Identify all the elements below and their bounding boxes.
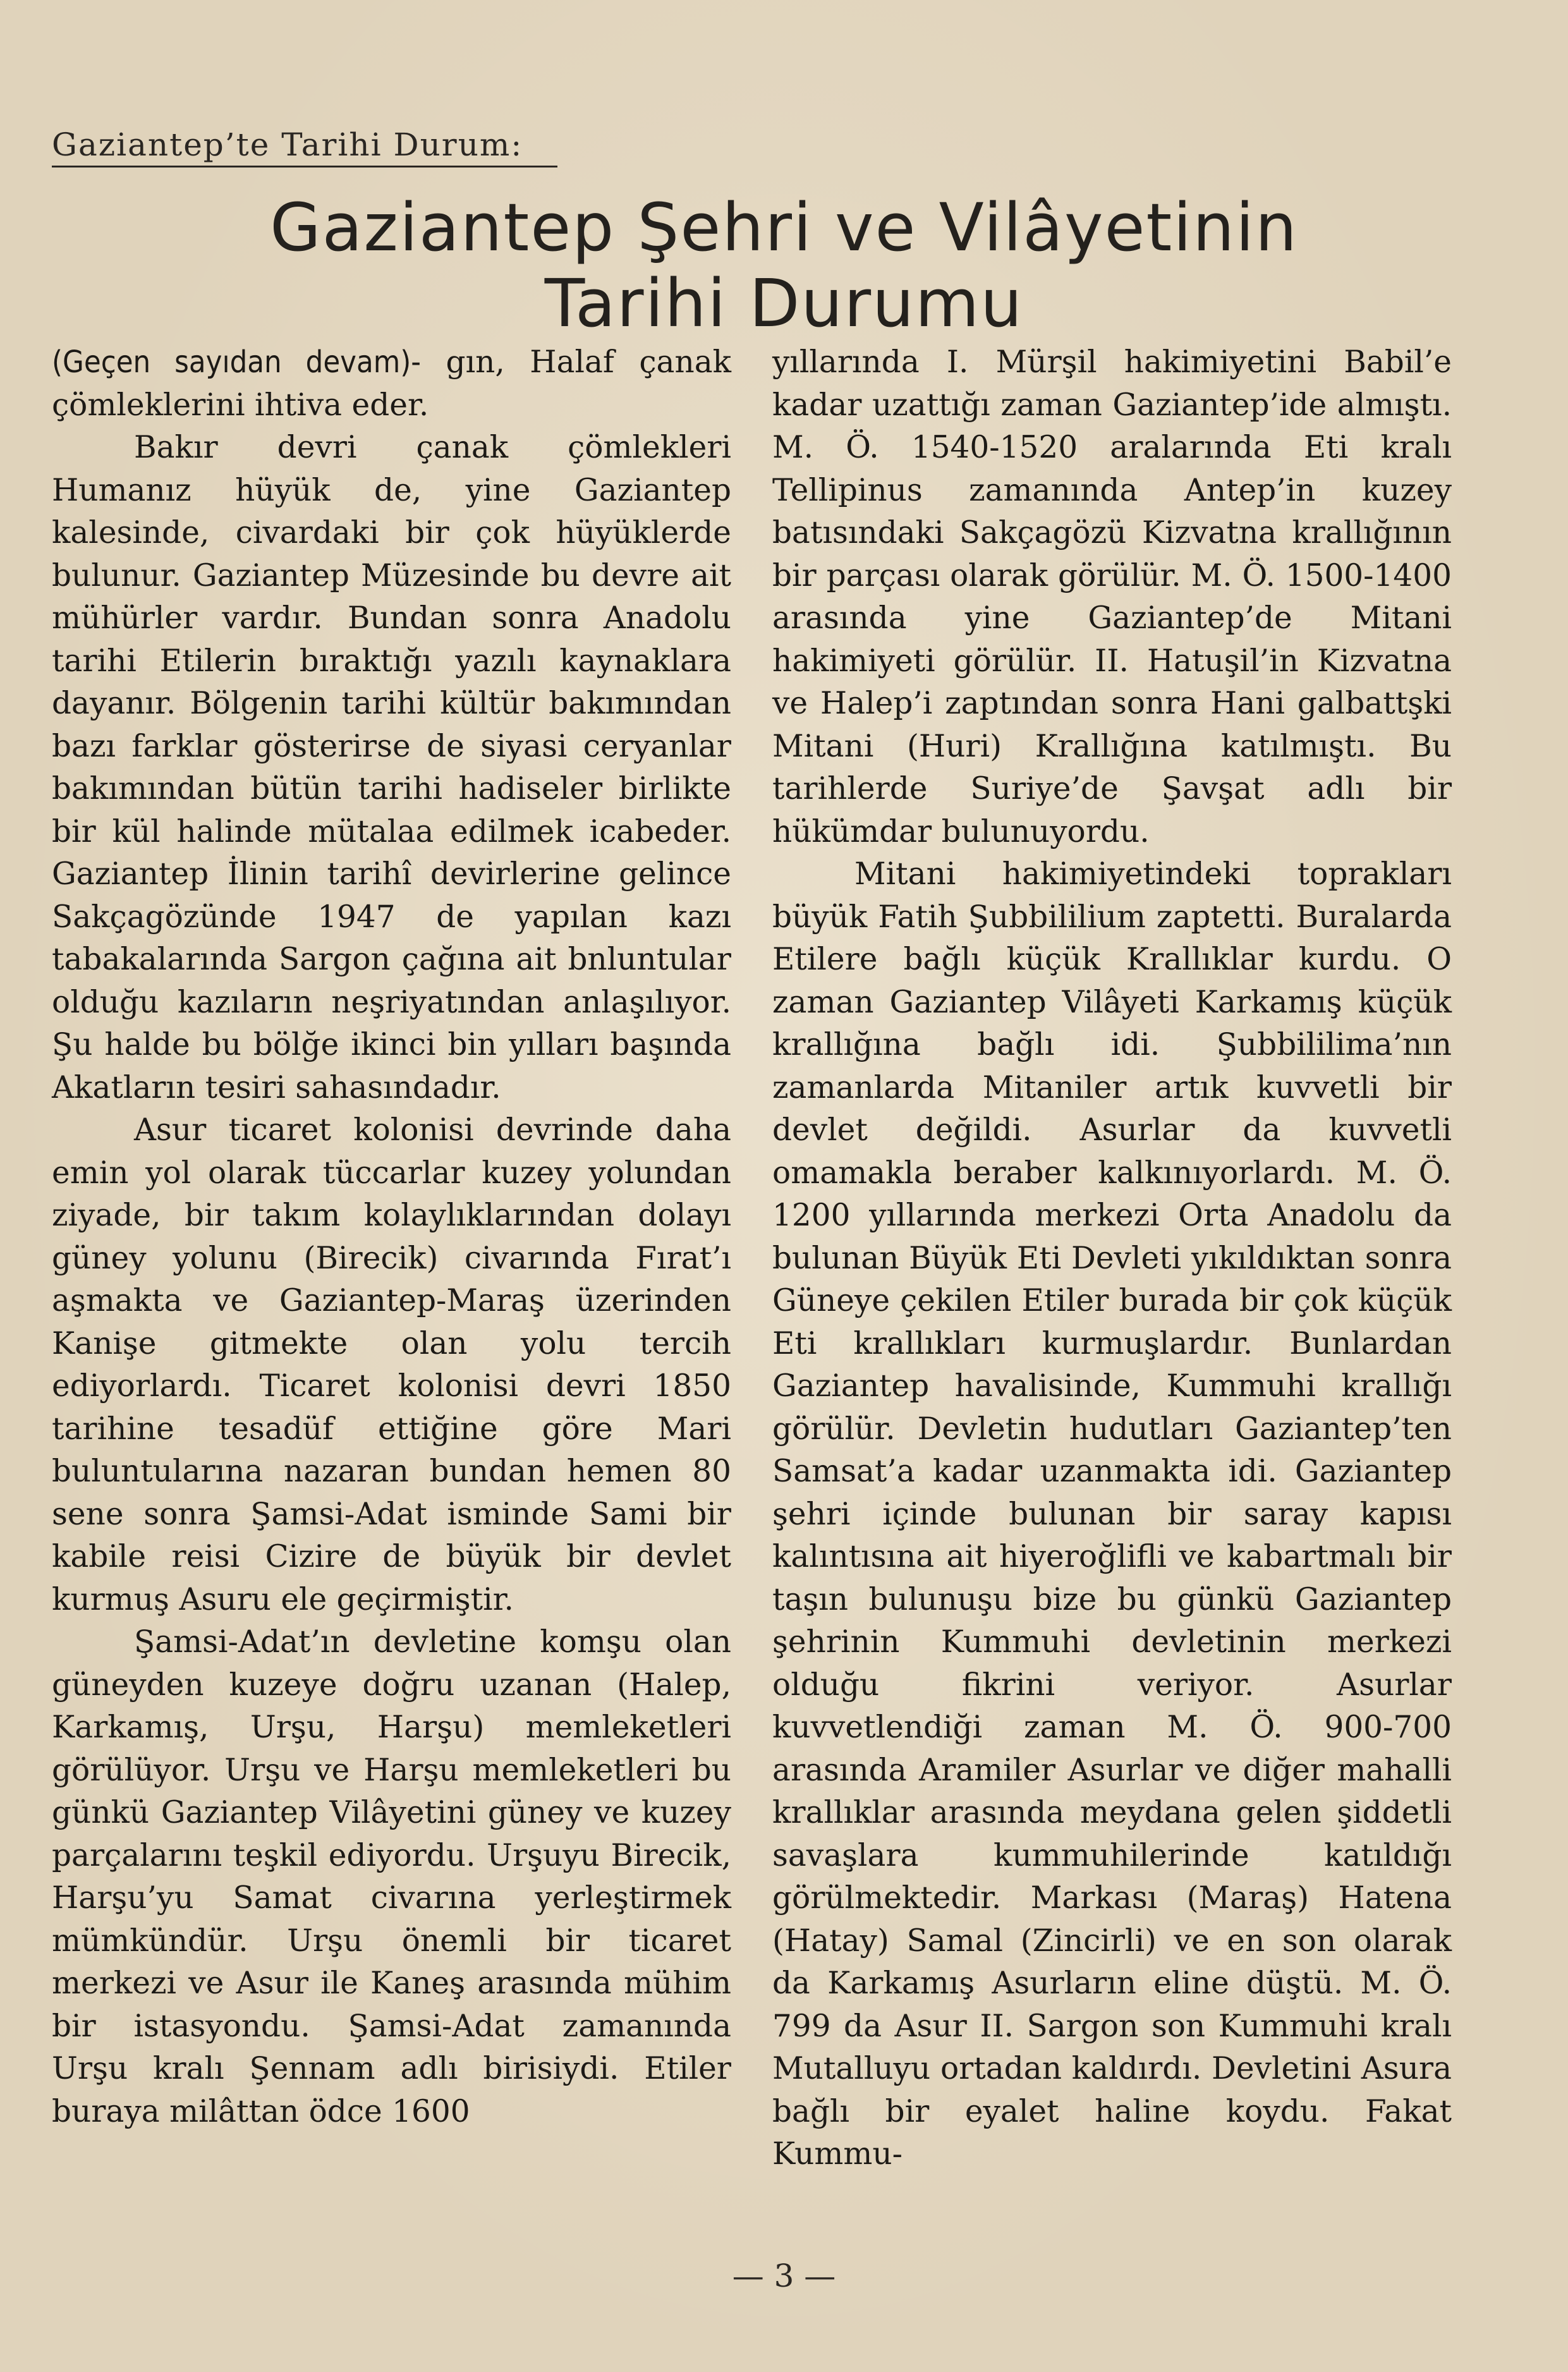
page-number: — 3 — <box>732 2258 836 2294</box>
article-title-line-2: Tarihi Durumu <box>544 265 1024 342</box>
paragraph: Mitani hakimiyetindeki toprakları büyük Fatih Şubbililium zaptetti. Buralarda Etilere bağlı küçük Krallıklar kurdu. O zaman Gaziantep Vilâyeti Karkamış küçük krallığına bağlı idi. Şubbililima’nın zamanlarda Mitaniler artık kuvvetli bir devlet değildi. Asurlar da kuvvetli omamakla beraber kalkınıyorlardı. M. Ö. 1200 yıllarında merkezi Orta Anadolu da bulunan Büyük Eti Devleti yıkıldıktan sonra Güneye çekilen Etiler burada bir çok küçük Eti krallıkları kurmuşlardır. Bunlardan Gaziantep havalisinde, Kummuhi krallığı görülür. Devletin hudutları Gaziantep’ten Samsat’a kadar uzanmakta idi. Gaziantep şehri içinde bulunan bir saray kapısı kalıntısına ait hiyeroğlifli ve kabartmalı bir taşın bulunuşu bize bu günkü Gaziantep şehrinin Kummuhi devletinin merkezi olduğu fikrini veriyor. Asurlar kuvvetlendiği zaman M. Ö. 900-700 arasında Aramiler Asurlar ve diğer mahalli krallıklar arasında meydana gelen şiddetli savaşlara kummuhilerinde katıldığı görülmektedir. Markası (Maraş) Hatena (Hatay) Samal (Zincirli) ve en son olarak da Karkamış Asurların eline düştü. M. Ö. 799 da Asur II. Sargon son Kummuhi kralı Mutalluyu ortadan kaldırdı. Devletini Asura bağlı bir eyalet haline koydu. Fakat Kummu- <box>772 856 1452 2172</box>
paragraph <box>52 341 731 427</box>
article-title <box>0 190 1568 341</box>
right-column <box>772 341 1452 2176</box>
article-title-line-1: Gaziantep Şehri ve Vilâyetinin <box>270 189 1298 266</box>
left-column <box>52 341 731 2133</box>
paragraph: Asur ticaret kolonisi devrinde daha emin yol olarak tüccarlar kuzey yolundan ziyade, bir takım kolaylıklarından dolayı güney yolunu (Birecik) civarında Fırat’ı aşmakta ve Gaziantep-Maraş üzerinden Kanişe gitmekte olan yolu tercih ediyorlardı. Ticaret kolonisi devri 1850 tarihine tesadüf ettiğine göre Mari buluntularına nazaran bundan hemen 80 sene sonra Şamsi-Adat isminde Sami bir kabile reisi Cizire de büyük bir devlet kurmuş Asuru ele geçirmiştir. <box>52 1112 731 1617</box>
paragraph: yıllarında I. Mürşil hakimiyetini Babil’e kadar uzattığı zaman Gaziantep’ide almıştı. M. Ö. 1540-1520 aralarında Eti kralı Tellipinus zamanında Antep’in kuzey batısındaki Sakçagözü Kizvatna krallığının bir parçası olarak görülür. M. Ö. 1500-1400 arasında yine Gaziantep’de Mitani hakimiyeti görülür. II. Hatuşil’in Kizvatna ve Halep’i zaptından sonra Hani galbattşki Mitani (Huri) Krallığına katılmıştı. Bu tarihlerde Suriye’de Şavşat adlı bir hükümdar bulunuyordu. <box>772 344 1452 849</box>
paragraph: Bakır devri çanak çömlekleri Humanız hüyük de, yine Gaziantep kalesinde, civardaki bir çok hüyüklerde bulunur. Gaziantep Müzesinde bu devre ait mühürler vardır. Bundan sonra Anadolu tarihi Etilerin bıraktığı yazılı kaynaklara dayanır. Bölgenin tarihi kültür bakımından bazı farklar gösterirse de siyasi ceryanlar bakımından bütün tarihi hadiseler birlikte bir kül halinde mütalaa edilmek icabeder. Gaziantep İlinin tarihî devirlerine gelince Sakçagözünde 1947 de yapılan kazı tabakalarında Sargon çağına ait bnluntular olduğu kazıların neşriyatından anlaşılıyor. Şu halde bu bölğe ikinci bin yılları başında Akatların tesiri sahasındadır. <box>52 430 731 1105</box>
paragraph-text: gın, Halaf çanak çömleklerini ihtiva eder. <box>52 344 731 423</box>
section-label: Gaziantep’te Tarihi Durum: <box>52 126 557 167</box>
continuation-note: (Geçen sayıdan devam)- <box>52 344 422 380</box>
paragraph: Şamsi-Adat’ın devletine komşu olan güneyden kuzeye doğru uzanan (Halep, Karkamış, Urşu, Harşu) memleketleri görülüyor. Urşu ve Harşu memleketleri bu günkü Gaziantep Vilâyetini güney ve kuzey parçalarını teşkil ediyordu. Urşuyu Birecik, Harşu’yu Samat civarına yerleştirmek mümkündür. Urşu önemli bir ticaret merkezi ve Asur ile Kaneş arasında mühim bir istasyondu. Şamsi-Adat zamanında Urşu kralı Şennam adlı birisiydi. Etiler buraya milâttan ödce 1600 <box>52 1624 731 2129</box>
